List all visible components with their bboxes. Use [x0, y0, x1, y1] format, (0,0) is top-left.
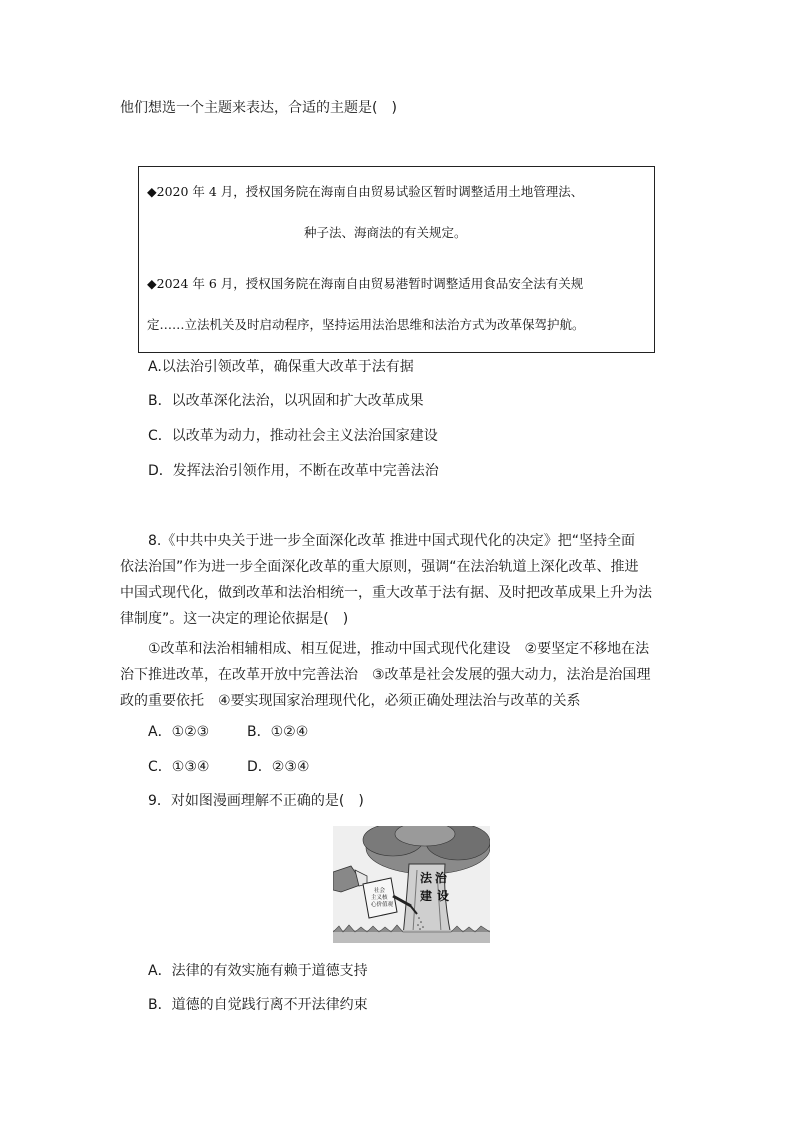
trunk-char-4: 设	[436, 889, 450, 903]
trunk-char-2: 治	[434, 871, 447, 885]
q8-option-c: C．①③④	[148, 759, 210, 775]
q7-stem: 他们想选一个主题来表达，合适的主题是( )	[120, 100, 397, 116]
q7-option-a: A.以法治引领改革，确保重大改革于法有据	[148, 359, 414, 375]
q7-option-d: D．发挥法治引领作用，不断在改革中完善法治	[148, 463, 439, 479]
q7-option-c: C．以改革为动力，推动社会主义法治国家建设	[148, 428, 438, 444]
q8-stem-line-1: 8.《中共中央关于进一步全面深化改革 推进中国式现代化的决定》把“坚持全面	[148, 533, 636, 549]
q8-items	[120, 636, 678, 714]
q8-stem	[120, 528, 678, 632]
q8-items-line-2: 治下推进改革，在改革开放中完善法治 ③改革是社会发展的强大动力，法治是治国理	[120, 667, 651, 683]
trunk-char-1: 法	[419, 871, 433, 885]
q8-stem-line-2: 依法治国”作为进一步全面深化改革的重大原则，强调“在法治轨道上深化改革、推进	[120, 559, 639, 575]
q8-option-d: D．②③④	[247, 759, 310, 775]
cartoon-svg	[333, 826, 490, 943]
material-line-1: ◆2020 年 4 月，授权国务院在海南自由贸易试验区暂时调整适用土地管理法、	[147, 184, 584, 199]
q9-option-a: A．法律的有效实施有赖于道德支持	[148, 963, 368, 979]
material-line-3: ◆2024 年 6 月，授权国务院在海南自由贸易港暂时调整适用食品安全法有关规	[147, 276, 584, 291]
trunk-char-3: 建	[419, 889, 433, 903]
material-line-4: 定……立法机关及时启动程序，坚持运用法治思维和法治方式为改革保驾护航。	[147, 317, 585, 332]
q8-items-line-1: ①改革和法治相辅相成、相互促进，推动中国式现代化建设 ②要坚定不移地在法	[148, 641, 650, 657]
q8-stem-line-4: 律制度”。这一决定的理论依据是( )	[120, 611, 349, 627]
q8-items-line-3: 政的重要依托 ④要实现国家治理现代化，必须正确处理法治与改革的关系	[120, 693, 581, 709]
q9-stem: 9．对如图漫画理解不正确的是( )	[148, 793, 364, 809]
cartoon-image	[333, 826, 490, 943]
q9-option-b: B．道德的自觉践行离不开法律约束	[148, 997, 368, 1013]
material-box	[138, 166, 655, 353]
q8-stem-line-3: 中国式现代化，做到改革和法治相统一，重大改革于法有据、及时把改革成果上升为法	[120, 585, 652, 601]
material-line-2: 种子法、海商法的有关规定。	[304, 225, 467, 240]
can-text: 社会 主义核 心价值观	[371, 888, 394, 908]
q8-option-b: B．①②④	[247, 724, 309, 740]
q7-option-b: B．以改革深化法治，以巩固和扩大改革成果	[148, 393, 424, 409]
q8-option-a: A．①②③	[148, 724, 210, 740]
